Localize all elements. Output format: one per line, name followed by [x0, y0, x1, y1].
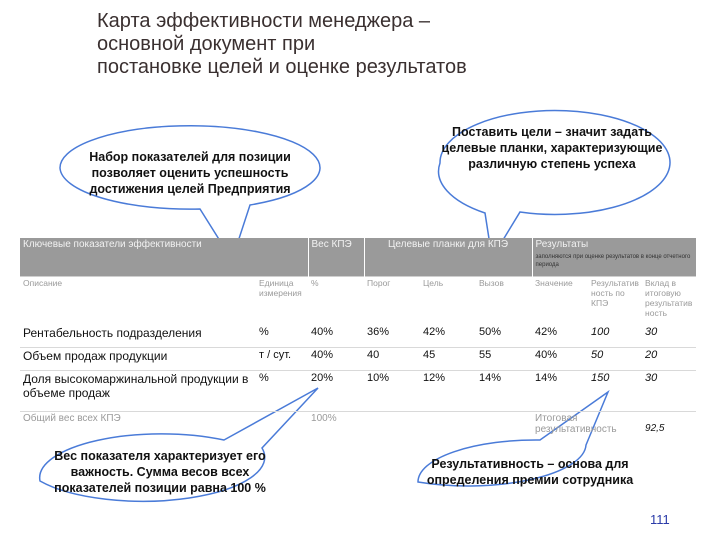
col-value: Значение [532, 277, 588, 326]
col-unit: Единица измерения [256, 277, 308, 326]
total-result-label: Итоговая результативность [535, 413, 617, 435]
col-goal: Цель [420, 277, 476, 326]
header-results: Результаты заполняются при оценке результатов в конце отчетного периода [532, 238, 696, 277]
col-weight: % [308, 277, 364, 326]
table-header-row [20, 238, 696, 277]
total-result-value: 92,5 [645, 422, 665, 434]
page-title: Карта эффективности менеджера – основной документ при постановке целей и оценке результатов [97, 10, 467, 78]
header-targets: Целевые планки для КПЭ [364, 238, 532, 277]
col-contribution: Вклад в итоговую результатив ность [642, 277, 696, 326]
header-weight: Вес КПЭ [308, 238, 364, 277]
kpi-table [20, 238, 696, 444]
col-threshold: Порог [364, 277, 420, 326]
col-challenge: Вызов [476, 277, 532, 326]
total-weight-label: Общий вес всех КПЭ [23, 413, 121, 424]
callout-indicators-text: Набор показателей для позиции позволяет оценить успешность достижения целей Предприятия [89, 150, 291, 196]
table-row: Доля высокомаржинальной продукции в объеме продаж % 20% 10% 12% 14% 14% 150 30 [20, 371, 696, 412]
callout-targets-text: Поставить цели – значит задать целевые планки, характеризующие различную степень успеха [441, 125, 663, 171]
callout-result-text: Результативность – основа для определения премии сотрудника [426, 457, 634, 487]
header-kpi: Ключевые показатели эффективности [20, 238, 308, 277]
total-weight-value: 100% [311, 413, 337, 424]
table-total-row [20, 412, 696, 445]
table-row: Рентабельность подразделения % 40% 36% 42% 50% 42% 100 30 [20, 325, 696, 348]
callout-weight-text: Вес показателя характеризует его важность. Сумма весов всех показателей позиции равна 100 % [54, 449, 266, 495]
col-description: Описание [20, 277, 256, 326]
page-number: 111 [650, 512, 670, 527]
col-performance: Результатив ность по КПЭ [588, 277, 642, 326]
header-results-note: заполняются при оценке результатов в конце отчетного периода [535, 254, 691, 268]
table-subheader-row [20, 277, 696, 326]
table-row: Объем продаж продукции т / сут. 40% 40 45 55 40% 50 20 [20, 348, 696, 371]
